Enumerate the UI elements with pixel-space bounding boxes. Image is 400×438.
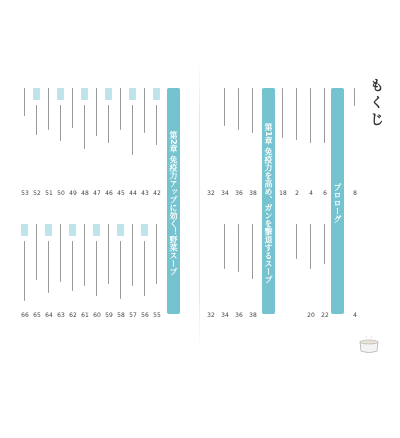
entry-text: [354, 88, 356, 106]
page-number: 20: [307, 312, 315, 319]
band-chapter-2: [167, 88, 180, 314]
entry-text: [224, 88, 226, 126]
page-number: 4: [309, 190, 313, 197]
entry-text: [224, 224, 226, 269]
chapter-2-tag: 第2章: [169, 130, 178, 153]
entry-text: [108, 224, 110, 284]
entry-text: [238, 88, 240, 130]
page-number: 43: [141, 190, 149, 197]
page-number: 34: [221, 190, 229, 197]
entry-text: [96, 88, 98, 136]
toc-entry-lower: [68, 224, 77, 438]
toc-heading: もくじ: [368, 78, 384, 129]
toc-entry-lower: [248, 224, 257, 438]
entry-text: [84, 224, 86, 286]
toc-entry-lower: [152, 224, 161, 438]
entry-text: [252, 88, 254, 133]
entry-text: [48, 88, 50, 130]
page-number: 49: [69, 190, 77, 197]
toc-entry-lower: [128, 224, 137, 438]
page-number: 2: [295, 190, 299, 197]
toc-entry-lower: [44, 224, 53, 438]
entry-text: [36, 224, 38, 280]
toc-entry-lower: [80, 224, 89, 438]
entry-text: [238, 224, 240, 272]
chapter-1-title: 免疫力を高め、ガンを撃退するスープ: [264, 147, 273, 284]
page-number: 61: [81, 312, 89, 319]
toc-entry-lower: [220, 224, 229, 438]
page-number: 57: [129, 312, 137, 319]
toc-entry-lower: [320, 224, 329, 438]
toc-entry-lower: [116, 224, 125, 438]
entry-text: [72, 241, 74, 291]
entry-tag: [153, 88, 160, 100]
page-number: 36: [235, 312, 243, 319]
toc-entry-lower: [56, 224, 65, 438]
entry-tag: [33, 88, 40, 100]
entry-text: [132, 105, 134, 155]
entry-text: [324, 224, 326, 264]
entry-text: [144, 88, 146, 133]
page-number: 32: [207, 312, 215, 319]
entry-tag: [105, 88, 112, 100]
page-number: 48: [81, 190, 89, 197]
entry-text: [156, 105, 158, 145]
entry-text: [24, 241, 26, 301]
toc-entry-lower: [234, 224, 243, 438]
entry-text: [156, 224, 158, 284]
entry-text: [120, 88, 122, 130]
entry-text: [310, 88, 312, 143]
page-number: 34: [221, 312, 229, 319]
entry-tag: [81, 88, 88, 100]
page-number: 62: [69, 312, 77, 319]
entry-text: [296, 224, 298, 259]
entry-text: [60, 105, 62, 141]
entry-text: [48, 241, 50, 293]
page-number: 52: [33, 190, 41, 197]
entry-text: [324, 88, 326, 143]
entry-text: [84, 105, 86, 149]
page-fold: [199, 60, 200, 350]
page-number: 50: [57, 190, 65, 197]
entry-text: [310, 224, 312, 269]
page-number: 59: [105, 312, 113, 319]
entry-tag: [129, 88, 136, 100]
entry-tag: [117, 224, 124, 236]
page-number: 45: [117, 190, 125, 197]
entry-tag: [57, 88, 64, 100]
entry-text: [252, 224, 254, 279]
page-number: 32: [207, 190, 215, 197]
toc-entry-lower: [104, 224, 113, 438]
page-number: 18: [279, 190, 287, 197]
toc-entry-lower: [306, 224, 315, 438]
entry-text: [24, 88, 26, 116]
page-number: 6: [323, 190, 327, 197]
entry-text: [132, 224, 134, 286]
entry-tag: [21, 224, 28, 236]
entry-text: [296, 88, 298, 140]
page-number: 46: [105, 190, 113, 197]
page-number: 42: [153, 190, 161, 197]
entry-tag: [141, 224, 148, 236]
page-number: 51: [45, 190, 53, 197]
entry-tag: [69, 224, 76, 236]
page-number: 8: [353, 190, 357, 197]
page-number: 4: [353, 312, 357, 319]
toc-entry-lower: [32, 224, 41, 438]
page-number: 60: [93, 312, 101, 319]
page-number: 38: [249, 312, 257, 319]
entry-text: [72, 88, 74, 128]
page-number: 36: [235, 190, 243, 197]
band-prologue: プロローグ: [331, 88, 344, 314]
chapter-2-title: 免疫力アップに効く！野菜スープ: [169, 155, 178, 276]
page-number: 38: [249, 190, 257, 197]
page-number: 64: [45, 312, 53, 319]
toc-entry-lower: [20, 224, 29, 438]
toc-entry-lower: [140, 224, 149, 438]
toc-entry-lower: [292, 224, 301, 438]
entry-text: [96, 241, 98, 296]
page-number: 63: [57, 312, 65, 319]
entry-text: [282, 88, 284, 138]
entry-tag: [45, 224, 52, 236]
entry-text: [108, 105, 110, 143]
soup-pot-icon: [356, 336, 382, 354]
entry-text: [120, 241, 122, 299]
page-number: 55: [153, 312, 161, 319]
page-number: 22: [321, 312, 329, 319]
band-chapter-1: [262, 88, 275, 314]
page-number: 47: [93, 190, 101, 197]
page-number: 53: [21, 190, 29, 197]
entry-text: [144, 241, 146, 296]
entry-text: [36, 105, 38, 135]
page-number: 66: [21, 312, 29, 319]
entry-text: [60, 224, 62, 282]
chapter-1-tag: 第1章: [264, 122, 273, 145]
page-number: 58: [117, 312, 125, 319]
page-number: 44: [129, 190, 137, 197]
page-number: 65: [33, 312, 41, 319]
page-number: 56: [141, 312, 149, 319]
toc-entry-lower: [92, 224, 101, 438]
entry-tag: [93, 224, 100, 236]
